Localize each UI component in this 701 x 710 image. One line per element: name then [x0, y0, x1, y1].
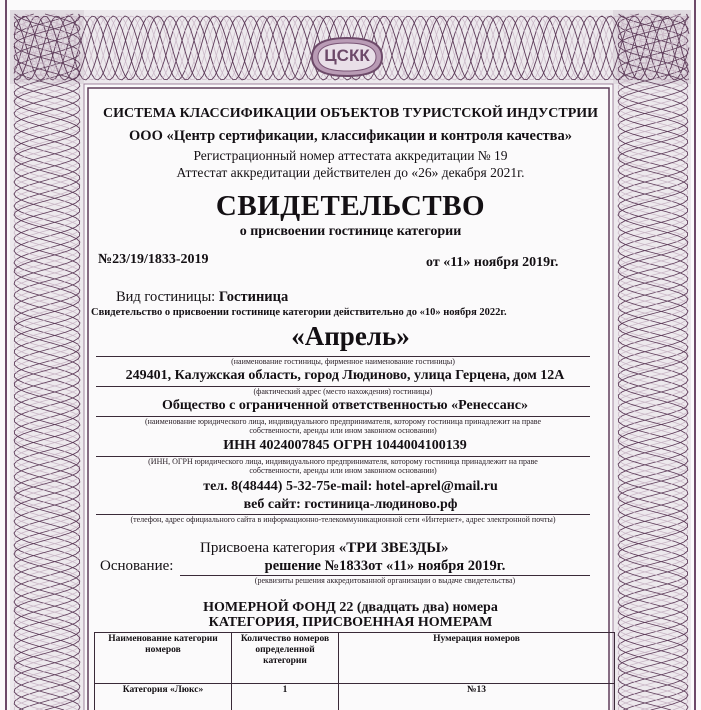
document-subtitle: о присвоении гостинице категории — [239, 224, 462, 239]
room-category-table — [94, 632, 615, 710]
owner-ids: ИНН 4024007845 ОГРН 1044004100139 — [223, 438, 467, 453]
organization-name: ООО «Центр сертификации, классификации и контроля качества» — [129, 128, 572, 144]
website-line: веб сайт: гостиница-людиново.рф — [243, 497, 458, 512]
table-row — [95, 684, 615, 710]
certificate-number: №23/19/1833-2019 — [98, 252, 209, 267]
document-title: СВИДЕТЕЛЬСТВО — [215, 190, 486, 222]
header-room-count: Количество номеров определенной категории — [232, 633, 339, 684]
seal-text: ЦСКК — [324, 46, 370, 65]
hotel-type-label: Вид гостиницы: — [116, 289, 216, 305]
hotel-address-caption: (фактический адрес (место нахождения) гостиницы) — [253, 387, 433, 396]
table-header-row — [95, 633, 615, 684]
hotel-name: «Апрель» — [291, 321, 410, 351]
row-category-name: Категория «Люкс» — [95, 684, 232, 710]
owner-company: Общество с ограниченной ответственностью «Ренессанс» — [161, 398, 529, 413]
hotel-address: 249401, Калужская область, город Людиново, улица Герцена, дом 12А — [125, 368, 565, 383]
hotel-type-value: Гостиница — [218, 289, 289, 305]
header-room-numbering: Нумерация номеров — [339, 633, 615, 684]
owner-company-caption: (наименование юридического лица, индивидуального предпринимателя, которому гостиница принадлежит на праве собственности, аренды или ином законном основании) — [144, 417, 542, 435]
contact-line: тел. 8(48444) 5-32-75e-mail: hotel-aprel@mail.ru — [203, 479, 498, 494]
header-category-name: Наименование категории номеров — [95, 633, 232, 684]
basis-label: Основание: — [100, 558, 174, 574]
row-room-numbers: №13 — [339, 684, 615, 710]
system-title: СИСТЕМА КЛАССИФИКАЦИИ ОБЪЕКТОВ ТУРИСТСКОЙ ИНДУСТРИИ — [102, 106, 599, 121]
room-fund: НОМЕРНОЙ ФОНД 22 (двадцать два) номера — [203, 600, 498, 615]
category-assigned-row — [200, 540, 449, 557]
owner-ids-caption: (ИНН, ОГРН юридического лица, индивидуального предпринимателя, которому гостиница принадлежит на праве собственности, аренды или ином законном основании) — [148, 457, 538, 475]
basis-value: решение №1833от «11» ноября 2019г. — [264, 558, 506, 574]
registration-number: Регистрационный номер аттестата аккредитации № 19 — [193, 148, 508, 163]
hotel-name-caption: (наименование гостиницы, фирменное наименование гостиницы) — [231, 357, 455, 366]
certificate-date: от «11» ноября 2019г. — [426, 255, 559, 270]
seal-emblem — [304, 34, 390, 80]
row-room-count: 1 — [232, 684, 339, 710]
room-category-heading: КАТЕГОРИЯ, ПРИСВОЕННАЯ НОМЕРАМ — [208, 615, 493, 630]
hotel-type-row — [116, 289, 288, 306]
basis-caption: (реквизиты решения аккредитованной организации о выдаче свидетельства) — [254, 576, 516, 585]
certificate-validity: Свидетельство о присвоении гостинице категории действительно до «10» ноября 2022г. — [91, 307, 507, 318]
contacts-caption: (телефон, адрес официального сайта в информационно-телекоммуникационной сети «Интернет», адрес электронной почты) — [130, 515, 556, 524]
category-assigned-label: Присвоена категория — [200, 540, 336, 556]
accreditation-validity: Аттестат аккредитации действителен до «26» декабря 2021г. — [176, 165, 525, 180]
category-assigned-value: «ТРИ ЗВЕЗДЫ» — [338, 540, 449, 556]
